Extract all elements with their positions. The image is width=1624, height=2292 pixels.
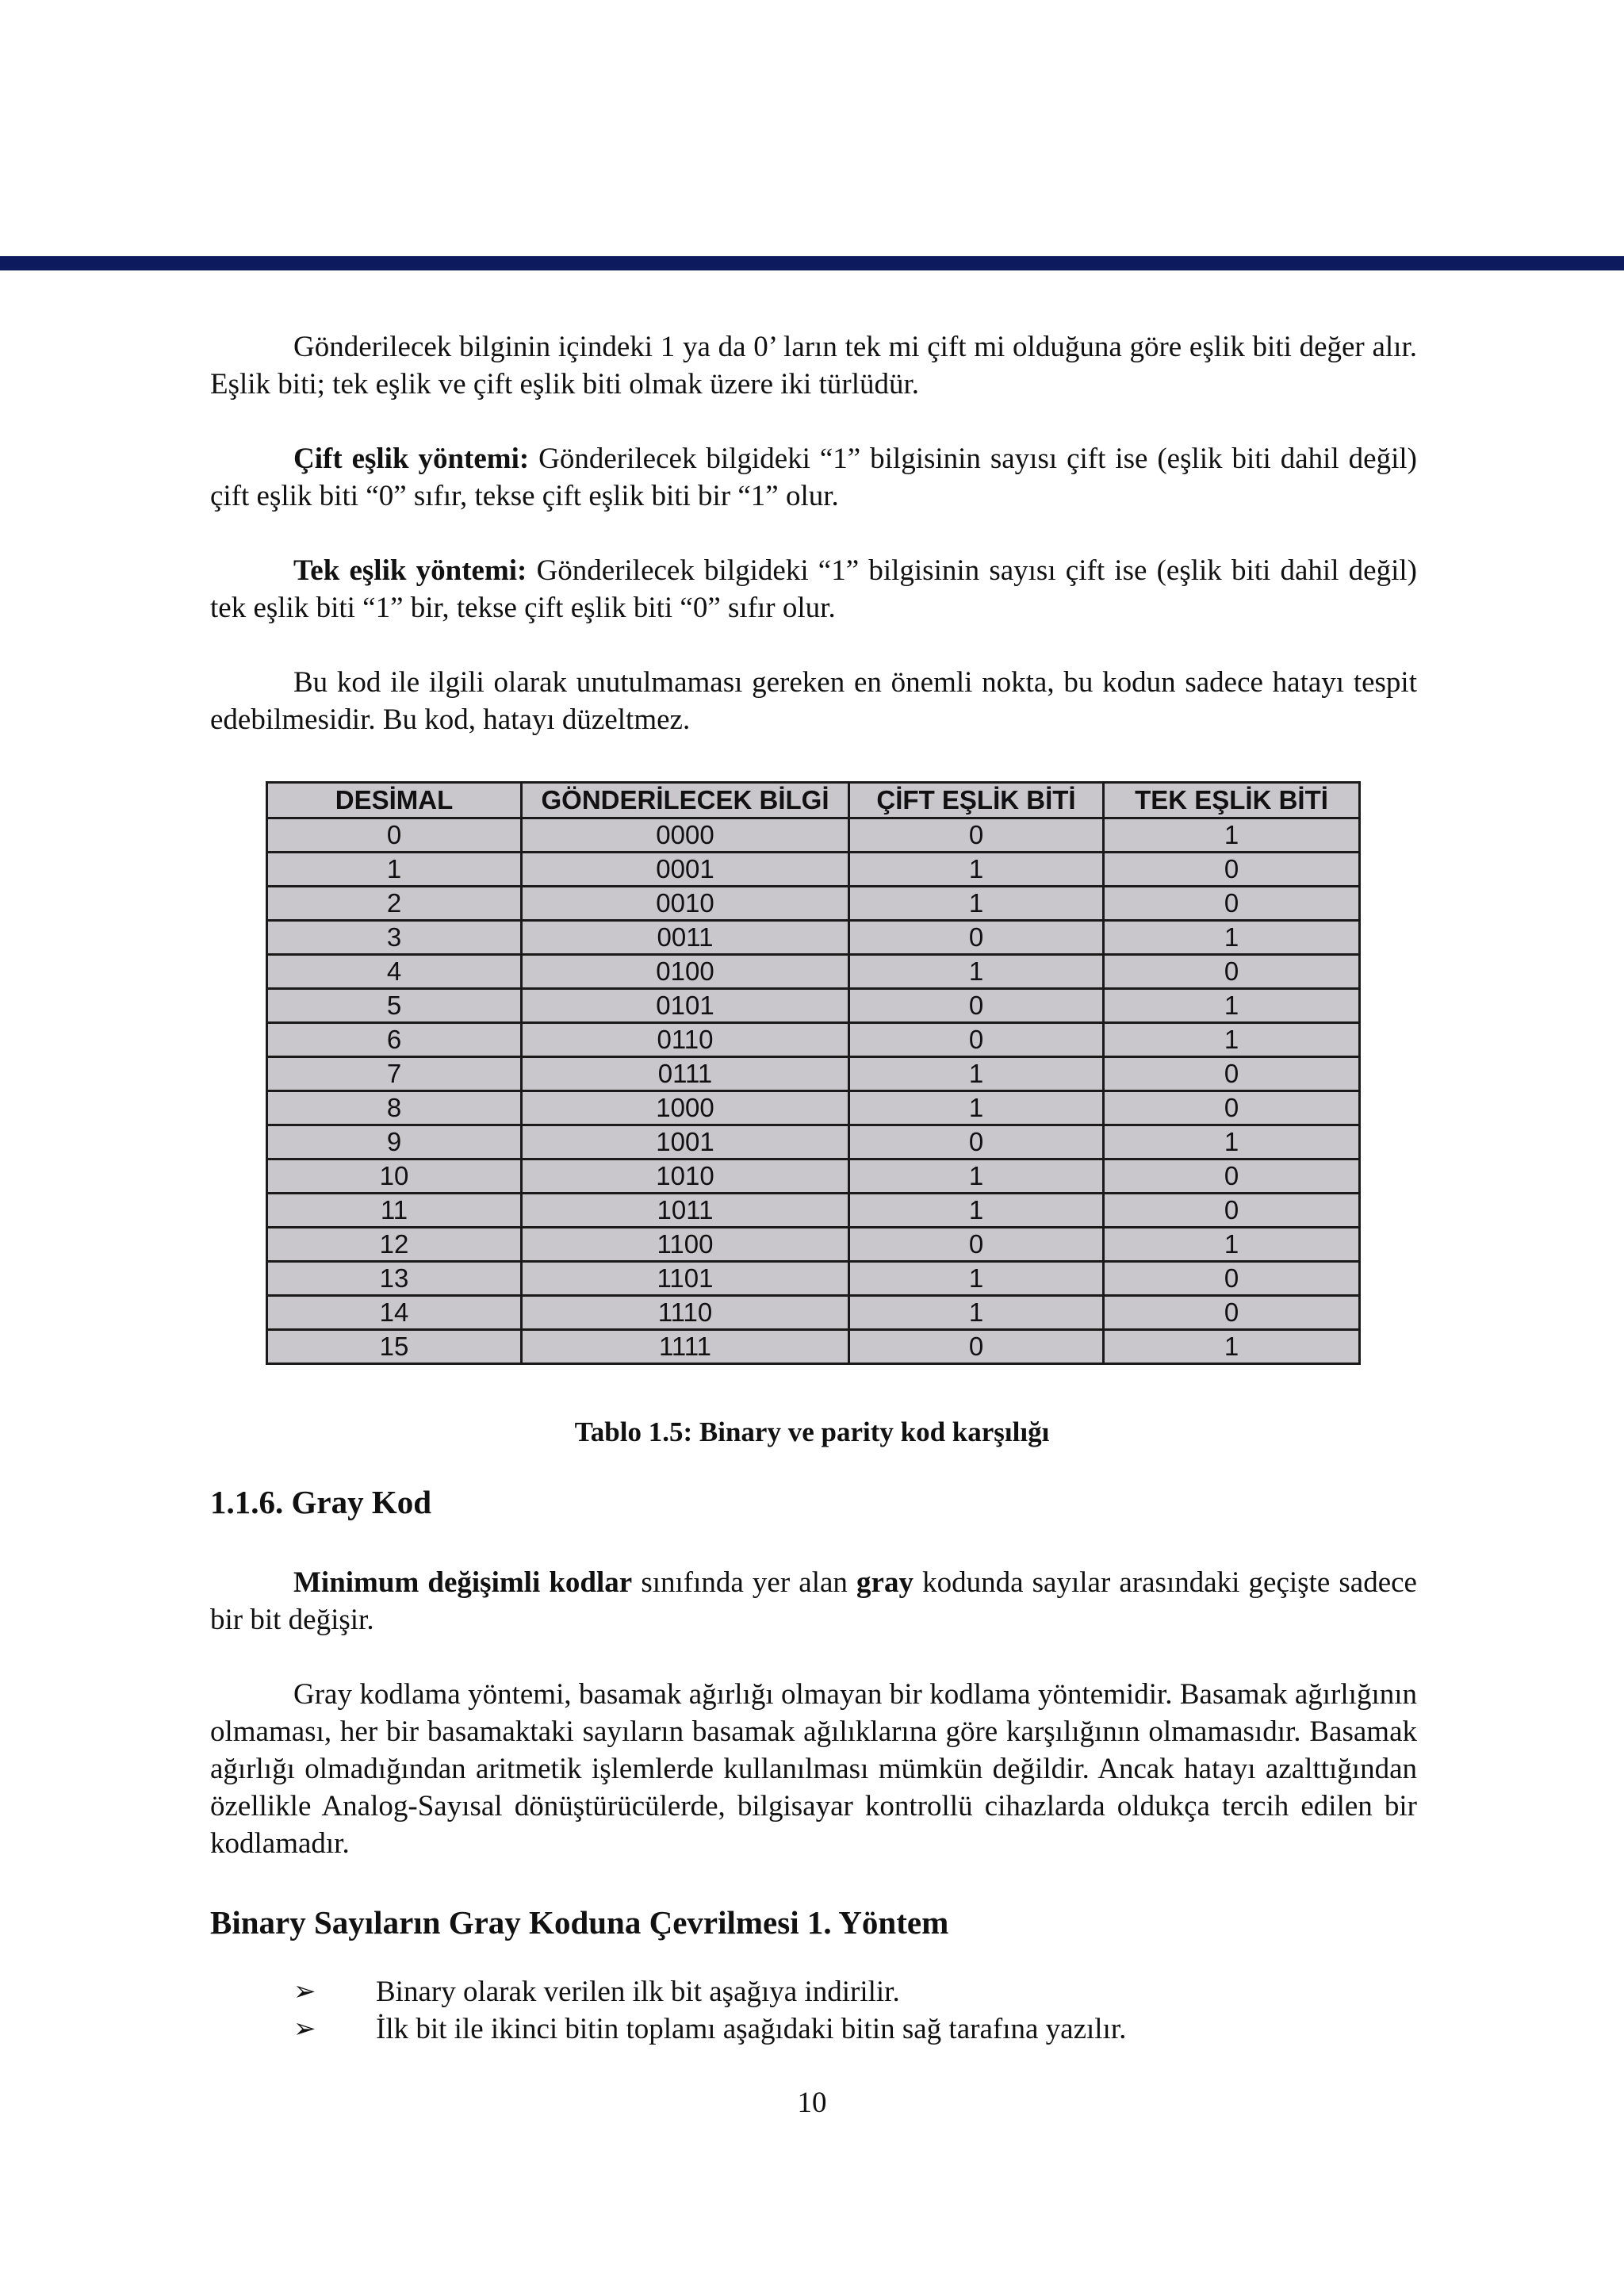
table-row [267, 1125, 1360, 1159]
cell-odd: 1 [1104, 989, 1360, 1023]
cell-decimal: 3 [267, 921, 522, 955]
table-row [267, 1023, 1360, 1057]
cell-even: 0 [849, 818, 1104, 853]
cell-data: 0110 [522, 1023, 849, 1057]
paragraph-detection-note: Bu kod ile ilgili olarak unutulmaması gereken en önemli nokta, bu kodun sadece hatayı tespit edebilmesidir. Bu kod, hatayı düzeltmez. [210, 666, 1417, 736]
minimum-change-end: kodunda sayılar arasındaki geçişte sadece bir bit değişir. [210, 1566, 1417, 1636]
cell-data: 1111 [522, 1330, 849, 1364]
list-item [210, 2010, 1417, 2048]
table-row [267, 989, 1360, 1023]
cell-odd: 0 [1104, 1091, 1360, 1125]
table-row [267, 1159, 1360, 1194]
page-number: 10 [797, 2087, 827, 2119]
cell-data: 0111 [522, 1057, 849, 1091]
parity-table-container [266, 781, 1361, 1365]
arrow-bullet-icon: ➢ [293, 1976, 316, 2007]
minimum-change-mid: sınıfında yer alan [632, 1566, 857, 1599]
cell-data: 1101 [522, 1262, 849, 1296]
section-heading-gray-code: 1.1.6. Gray Kod [210, 1484, 432, 1520]
table-row [267, 1194, 1360, 1228]
arrow-bullet-icon: ➢ [293, 2013, 316, 2045]
parity-table [266, 781, 1361, 1365]
odd-parity-term: Tek eşlik yöntemi: [293, 554, 527, 587]
cell-odd: 1 [1104, 1228, 1360, 1262]
list-item-text: İlk bit ile ikinci bitin toplamı aşağıdaki bitin sağ tarafına yazılır. [376, 2013, 1127, 2045]
paragraph-parity-intro: Gönderilecek bilginin içindeki 1 ya da 0’ ların tek mi çift mi olduğuna göre eşlik biti değer alır. Eşlik biti; tek eşlik ve çift eşlik biti olmak üzere iki türlüdür. [210, 331, 1417, 401]
table-row [267, 1228, 1360, 1262]
cell-odd: 1 [1104, 1125, 1360, 1159]
conversion-steps-list [210, 1973, 1417, 2048]
paragraph-gray-weighting: Gray kodlama yöntemi, basamak ağırlığı olmayan bir kodlama yöntemidir. Basamak ağırlığının olmaması, her bir basamaktaki sayıların basamak ağılıklarına göre karşılığının olmamasıdır. Basamak ağırlığı olmadığından aritmetik işlemlerde kullanılması mümkün değildir. Ancak hatayı azalttığından özellikle Analog-Sayısal dönüştürücülerde, bilgisayar kontrollü cihazlarda oldukça tercih edilen bir kodlamadır. [210, 1678, 1417, 1860]
cell-even: 1 [849, 1091, 1104, 1125]
table-row [267, 1091, 1360, 1125]
cell-odd: 1 [1104, 818, 1360, 853]
cell-data: 1000 [522, 1091, 849, 1125]
header-even-parity: ÇİFT EŞLİK BİTİ [849, 783, 1104, 818]
cell-data: 1011 [522, 1194, 849, 1228]
paragraph-even-parity [210, 440, 1417, 515]
cell-even: 1 [849, 1159, 1104, 1194]
table-row [267, 1057, 1360, 1091]
cell-decimal: 14 [267, 1296, 522, 1330]
table-row [267, 1296, 1360, 1330]
cell-decimal: 2 [267, 887, 522, 921]
cell-even: 1 [849, 1296, 1104, 1330]
cell-odd: 0 [1104, 853, 1360, 887]
table-row [267, 853, 1360, 887]
header-rule [0, 256, 1624, 270]
cell-odd: 0 [1104, 1296, 1360, 1330]
cell-odd: 0 [1104, 1262, 1360, 1296]
table-row [267, 955, 1360, 989]
table-row [267, 921, 1360, 955]
cell-odd: 1 [1104, 1023, 1360, 1057]
cell-even: 0 [849, 1228, 1104, 1262]
cell-decimal: 11 [267, 1194, 522, 1228]
cell-decimal: 12 [267, 1228, 522, 1262]
cell-data: 1010 [522, 1159, 849, 1194]
cell-odd: 0 [1104, 887, 1360, 921]
cell-decimal: 7 [267, 1057, 522, 1091]
even-parity-text: Gönderilecek bilgideki “1” bilgisinin sayısı çift ise (eşlik biti dahil değil) çift eşlik biti “0” sıfır, tekse çift eşlik biti bir “1” olur. [210, 443, 1417, 512]
cell-odd: 1 [1104, 1330, 1360, 1364]
table-row [267, 887, 1360, 921]
cell-data: 1001 [522, 1125, 849, 1159]
cell-data: 0000 [522, 818, 849, 853]
cell-data: 0011 [522, 921, 849, 955]
cell-decimal: 9 [267, 1125, 522, 1159]
cell-odd: 1 [1104, 921, 1360, 955]
cell-decimal: 5 [267, 989, 522, 1023]
table-row [267, 818, 1360, 853]
even-parity-term: Çift eşlik yöntemi: [293, 443, 530, 475]
table-header-row [267, 783, 1360, 818]
header-data: GÖNDERİLECEK BİLGİ [522, 783, 849, 818]
cell-data: 0010 [522, 887, 849, 921]
cell-even: 1 [849, 1194, 1104, 1228]
cell-decimal: 0 [267, 818, 522, 853]
cell-data: 1110 [522, 1296, 849, 1330]
minimum-change-term: Minimum değişimli kodlar [293, 1566, 633, 1599]
table-row [267, 1262, 1360, 1296]
subheading-binary-to-gray: Binary Sayıların Gray Koduna Çevrilmesi 1. Yöntem [210, 1904, 949, 1941]
cell-decimal: 6 [267, 1023, 522, 1057]
cell-data: 0001 [522, 853, 849, 887]
cell-data: 1100 [522, 1228, 849, 1262]
header-odd-parity: TEK EŞLİK BİTİ [1104, 783, 1360, 818]
odd-parity-text: Gönderilecek bilgideki “1” bilgisinin sayısı çift ise (eşlik biti dahil değil) tek eşlik biti “1” bir, tekse çift eşlik biti “0” sıfır olur. [210, 554, 1417, 624]
header-decimal: DESİMAL [267, 783, 522, 818]
cell-even: 1 [849, 1057, 1104, 1091]
list-item-text: Binary olarak verilen ilk bit aşağıya indirilir. [376, 1976, 900, 2008]
cell-even: 0 [849, 1330, 1104, 1364]
cell-even: 1 [849, 955, 1104, 989]
cell-decimal: 8 [267, 1091, 522, 1125]
cell-decimal: 13 [267, 1262, 522, 1296]
cell-decimal: 15 [267, 1330, 522, 1364]
cell-data: 0101 [522, 989, 849, 1023]
cell-even: 0 [849, 921, 1104, 955]
cell-even: 0 [849, 1023, 1104, 1057]
cell-decimal: 1 [267, 853, 522, 887]
cell-odd: 0 [1104, 1194, 1360, 1228]
cell-data: 0100 [522, 955, 849, 989]
cell-decimal: 4 [267, 955, 522, 989]
cell-odd: 0 [1104, 955, 1360, 989]
cell-odd: 0 [1104, 1057, 1360, 1091]
gray-code-text [210, 1564, 1417, 2048]
table-row [267, 1330, 1360, 1364]
cell-odd: 0 [1104, 1159, 1360, 1194]
intro-text [210, 328, 1417, 776]
paragraph-odd-parity [210, 552, 1417, 627]
list-item [210, 1973, 1417, 2010]
gray-term: gray [856, 1566, 914, 1599]
table-caption: Tablo 1.5: Binary ve parity kod karşılığı [574, 1416, 1050, 1447]
cell-even: 0 [849, 989, 1104, 1023]
cell-even: 1 [849, 887, 1104, 921]
cell-decimal: 10 [267, 1159, 522, 1194]
cell-even: 1 [849, 1262, 1104, 1296]
cell-even: 0 [849, 1125, 1104, 1159]
paragraph-minimum-change [210, 1564, 1417, 1639]
cell-even: 1 [849, 853, 1104, 887]
